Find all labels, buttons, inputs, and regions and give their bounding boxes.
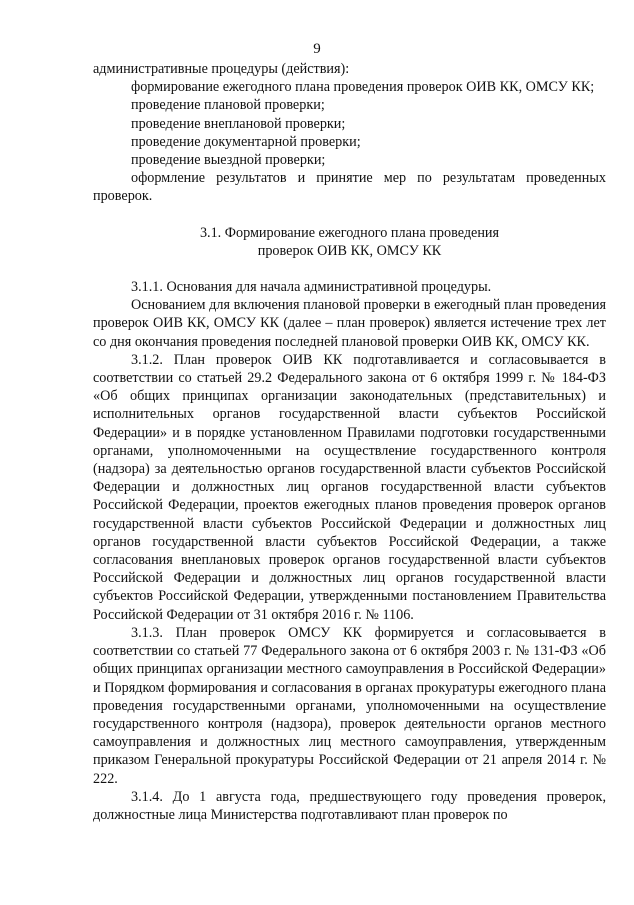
- procedure-list-item: проведение выездной проверки;: [131, 152, 326, 169]
- section-paragraph: 3.1.3. План проверок ОМСУ КК формируется и согласовывается в соответствии со статьей 77 Федерального закона от 6 октября 2003 г. № 131-ФЗ «Об общих принципах организации местного самоуправления в Российской Федерации» и Порядком формирования и согласования в органах прокуратуры ежегодного плана проведения государственными органами, уполномоченными на осуществление государственного контроля (надзора), проверок деятельности органов местного самоуправления и должностных лиц местного самоуправления, утвержденным приказом Генеральной прокуратуры Российской Федерации от 21 апреля 2014 г. № 222.: [93, 624, 606, 787]
- intro-paragraph: административные процедуры (действия):: [93, 61, 350, 77]
- procedure-list-item: проведение внеплановой проверки;: [131, 115, 346, 132]
- section-paragraph: Основанием для включения плановой проверки в ежегодный план проведения проверок ОИВ КК, ОМСУ КК (далее – план проверок) является истечение трех лет со дня окончания проведения последней плановой проверки ОИВ КК, ОМСУ КК.: [93, 297, 606, 350]
- section-paragraph: 3.1.2. План проверок ОИВ КК подготавливается и согласовывается в соответствии со статьей 29.2 Федерального закона от 6 октября 1999 г. № 184-ФЗ «Об общих принципах организации законодательных (представительных) и исполнительных органов государственной власти субъектов Российской Федерации» и в порядке установленном Правилами подготовки государственными органами, уполномоченными на осуществление государственного контроля (надзора) за деятельностью органов государственной власти субъектов Российской Федерации и должностных лиц органов государственной власти субъектов Российской Федерации, проектов ежегодных планов проведения проверок органов государственной власти субъектов Российской Федерации и должностных лиц органов государственной власти субъектов Российской Федерации, а также согласования внеплановых проверок органов государственной власти субъектов Российской Федерации и должностных лиц органов государственной власти субъектов Российской Федерации, утвержденными постановлением Правительства Российской Федерации от 31 октября 2016 г. № 1106.: [93, 351, 606, 623]
- procedure-list-item: проведение документарной проверки;: [131, 133, 361, 150]
- section-paragraph: 3.1.1. Основания для начала административной процедуры.: [131, 279, 492, 296]
- procedure-list-item: проведение плановой проверки;: [131, 97, 325, 114]
- section-paragraph: 3.1.4. До 1 августа года, предшествующего году проведения проверок, должностные лица Министерства подготавливают план проверок по: [93, 788, 606, 823]
- section-heading: [93, 224, 606, 260]
- procedure-list-item: оформление результатов и принятие мер по результатам проведенных проверок.: [93, 170, 606, 205]
- document-body: [93, 60, 606, 824]
- section-heading-line: 3.1. Формирование ежегодного плана проведения: [199, 224, 500, 241]
- procedure-list-item: формирование ежегодного плана проведения проверок ОИВ КК, ОМСУ КК;: [131, 79, 595, 96]
- page-number: 9: [313, 41, 321, 57]
- section-heading-line: проверок ОИВ КК, ОМСУ КК: [257, 242, 442, 259]
